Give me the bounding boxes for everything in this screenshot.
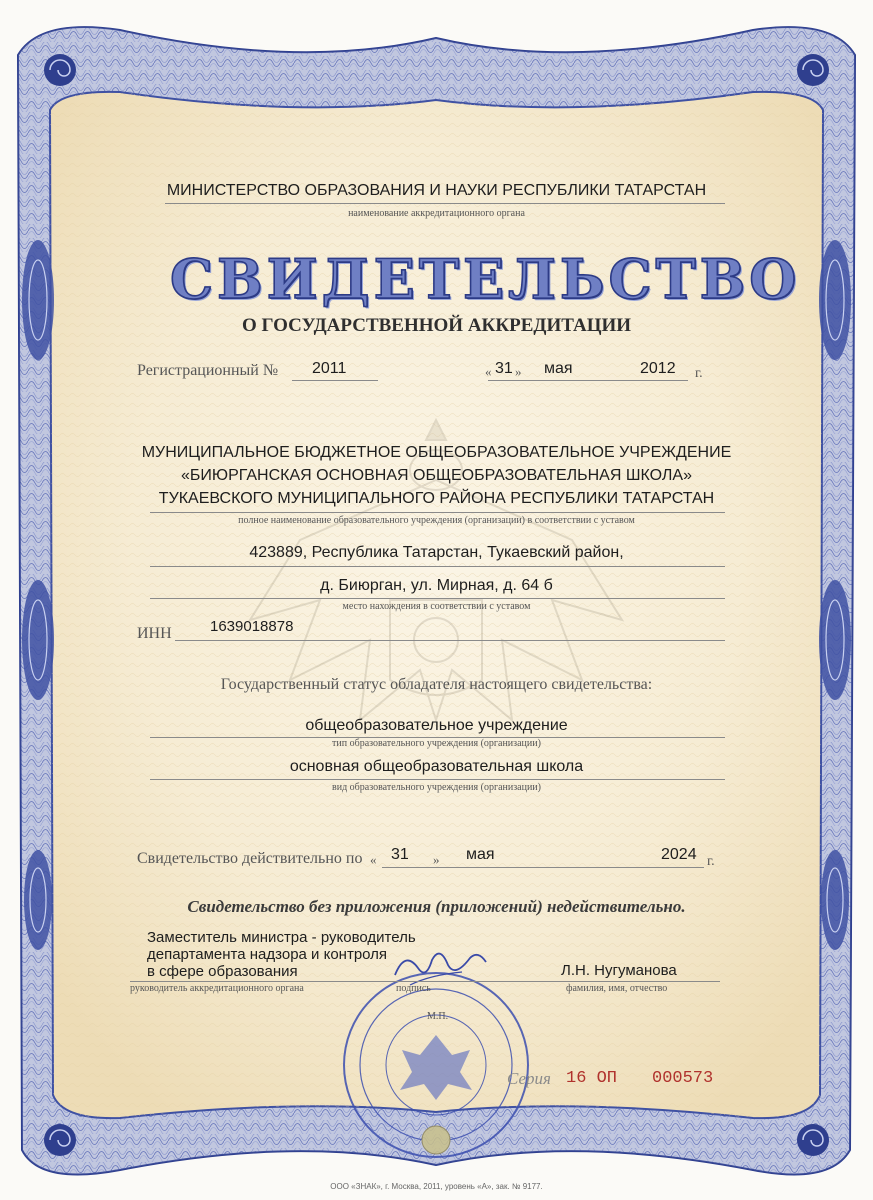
series-label: Серия xyxy=(507,1069,551,1088)
inn-line xyxy=(175,640,725,641)
registration-day: 31 xyxy=(495,360,513,377)
signer-position-line-3: в сфере образования xyxy=(147,963,298,980)
signature-caption: подпись xyxy=(396,983,431,994)
registration-date-line xyxy=(488,380,688,381)
org-name-line xyxy=(150,512,725,513)
org-name-line-1: МУНИЦИПАЛЬНОЕ БЮДЖЕТНОЕ ОБЩЕОБРАЗОВАТЕЛЬНОЕ УЧРЕЖДЕНИЕ xyxy=(141,444,732,461)
registration-quote-open: « xyxy=(485,364,492,379)
org-name-line-3: ТУКАЕВСКОГО МУНИЦИПАЛЬНОГО РАЙОНА РЕСПУБЛИКИ ТАТАРСТАН xyxy=(158,490,715,507)
address-line-2: д. Биюрган, ул. Мирная, д. 64 б xyxy=(320,577,553,594)
address-line-1: 423889, Республика Татарстан, Тукаевский район, xyxy=(249,544,624,561)
authority-line xyxy=(165,203,725,204)
registration-label: Регистрационный № xyxy=(137,362,279,379)
printer-info: ООО «ЗНАК», г. Москва, 2011, уровень «А», зак. № 9177. xyxy=(330,1182,543,1191)
validity-year-suffix: г. xyxy=(707,854,715,869)
inn-value: 1639018878 xyxy=(210,618,294,635)
authority-name: МИНИСТЕРСТВО ОБРАЗОВАНИЯ И НАУКИ РЕСПУБЛИКИ ТАТАРСТАН xyxy=(166,182,707,199)
validity-label: Свидетельство действительно по xyxy=(137,850,363,867)
address-underline-1 xyxy=(150,566,725,567)
address-underline-2 xyxy=(150,598,725,599)
address-caption: место нахождения в соответствии с уставом xyxy=(342,601,531,612)
validity-day: 31 xyxy=(391,846,409,863)
signer-position-line-2: департамента надзора и контроля xyxy=(147,946,388,963)
signer-name: Л.Н. Нугуманова xyxy=(561,962,677,979)
type-caption: тип образовательного учреждения (организации) xyxy=(332,738,541,749)
validity-line xyxy=(382,867,704,868)
inn-label: ИНН xyxy=(137,625,172,642)
validity-quote-close: » xyxy=(433,852,440,867)
org-name-caption: полное наименование образовательного учреждения (организации) в соответствии с уставом xyxy=(238,515,635,526)
kind-line xyxy=(150,779,725,780)
registration-year: 2012 xyxy=(640,360,676,377)
signer-position-line-1: Заместитель министра - руководитель xyxy=(147,929,416,946)
document-subtitle: О ГОСУДАРСТВЕННОЙ АККРЕДИТАЦИИ xyxy=(241,315,632,336)
registration-quote-close: » xyxy=(515,364,522,379)
signer-position-caption: руководитель аккредитационного органа xyxy=(130,983,304,994)
stamp-caption: М.П. xyxy=(427,1011,449,1022)
institution-type: общеобразовательное учреждение xyxy=(305,717,568,734)
kind-caption: вид образовательного учреждения (организации) xyxy=(332,782,541,793)
validity-quote-open: « xyxy=(370,852,377,867)
institution-kind: основная общеобразовательная школа xyxy=(289,758,584,775)
series-number: 000573 xyxy=(652,1069,714,1088)
signer-line xyxy=(130,981,720,982)
document-title: СВИДЕТЕЛЬСТВО xyxy=(170,247,801,311)
series-code: 16 ОП xyxy=(566,1069,618,1088)
registration-month: мая xyxy=(544,360,573,377)
authority-caption: наименование аккредитационного органа xyxy=(348,208,525,219)
validity-notice: Свидетельство без приложения (приложений) недействительно. xyxy=(187,897,686,916)
validity-year: 2024 xyxy=(661,846,697,863)
registration-year-suffix: г. xyxy=(695,366,703,381)
registration-number-line xyxy=(292,380,378,381)
org-name-line-2: «БИЮРГАНСКАЯ ОСНОВНАЯ ОБЩЕОБРАЗОВАТЕЛЬНАЯ ШКОЛА» xyxy=(181,467,692,484)
registration-number: 2011 xyxy=(312,360,347,377)
status-heading: Государственный статус обладателя настоящего свидетельства: xyxy=(220,676,653,693)
signer-name-caption: фамилия, имя, отчество xyxy=(566,983,668,994)
validity-month: мая xyxy=(466,846,495,863)
